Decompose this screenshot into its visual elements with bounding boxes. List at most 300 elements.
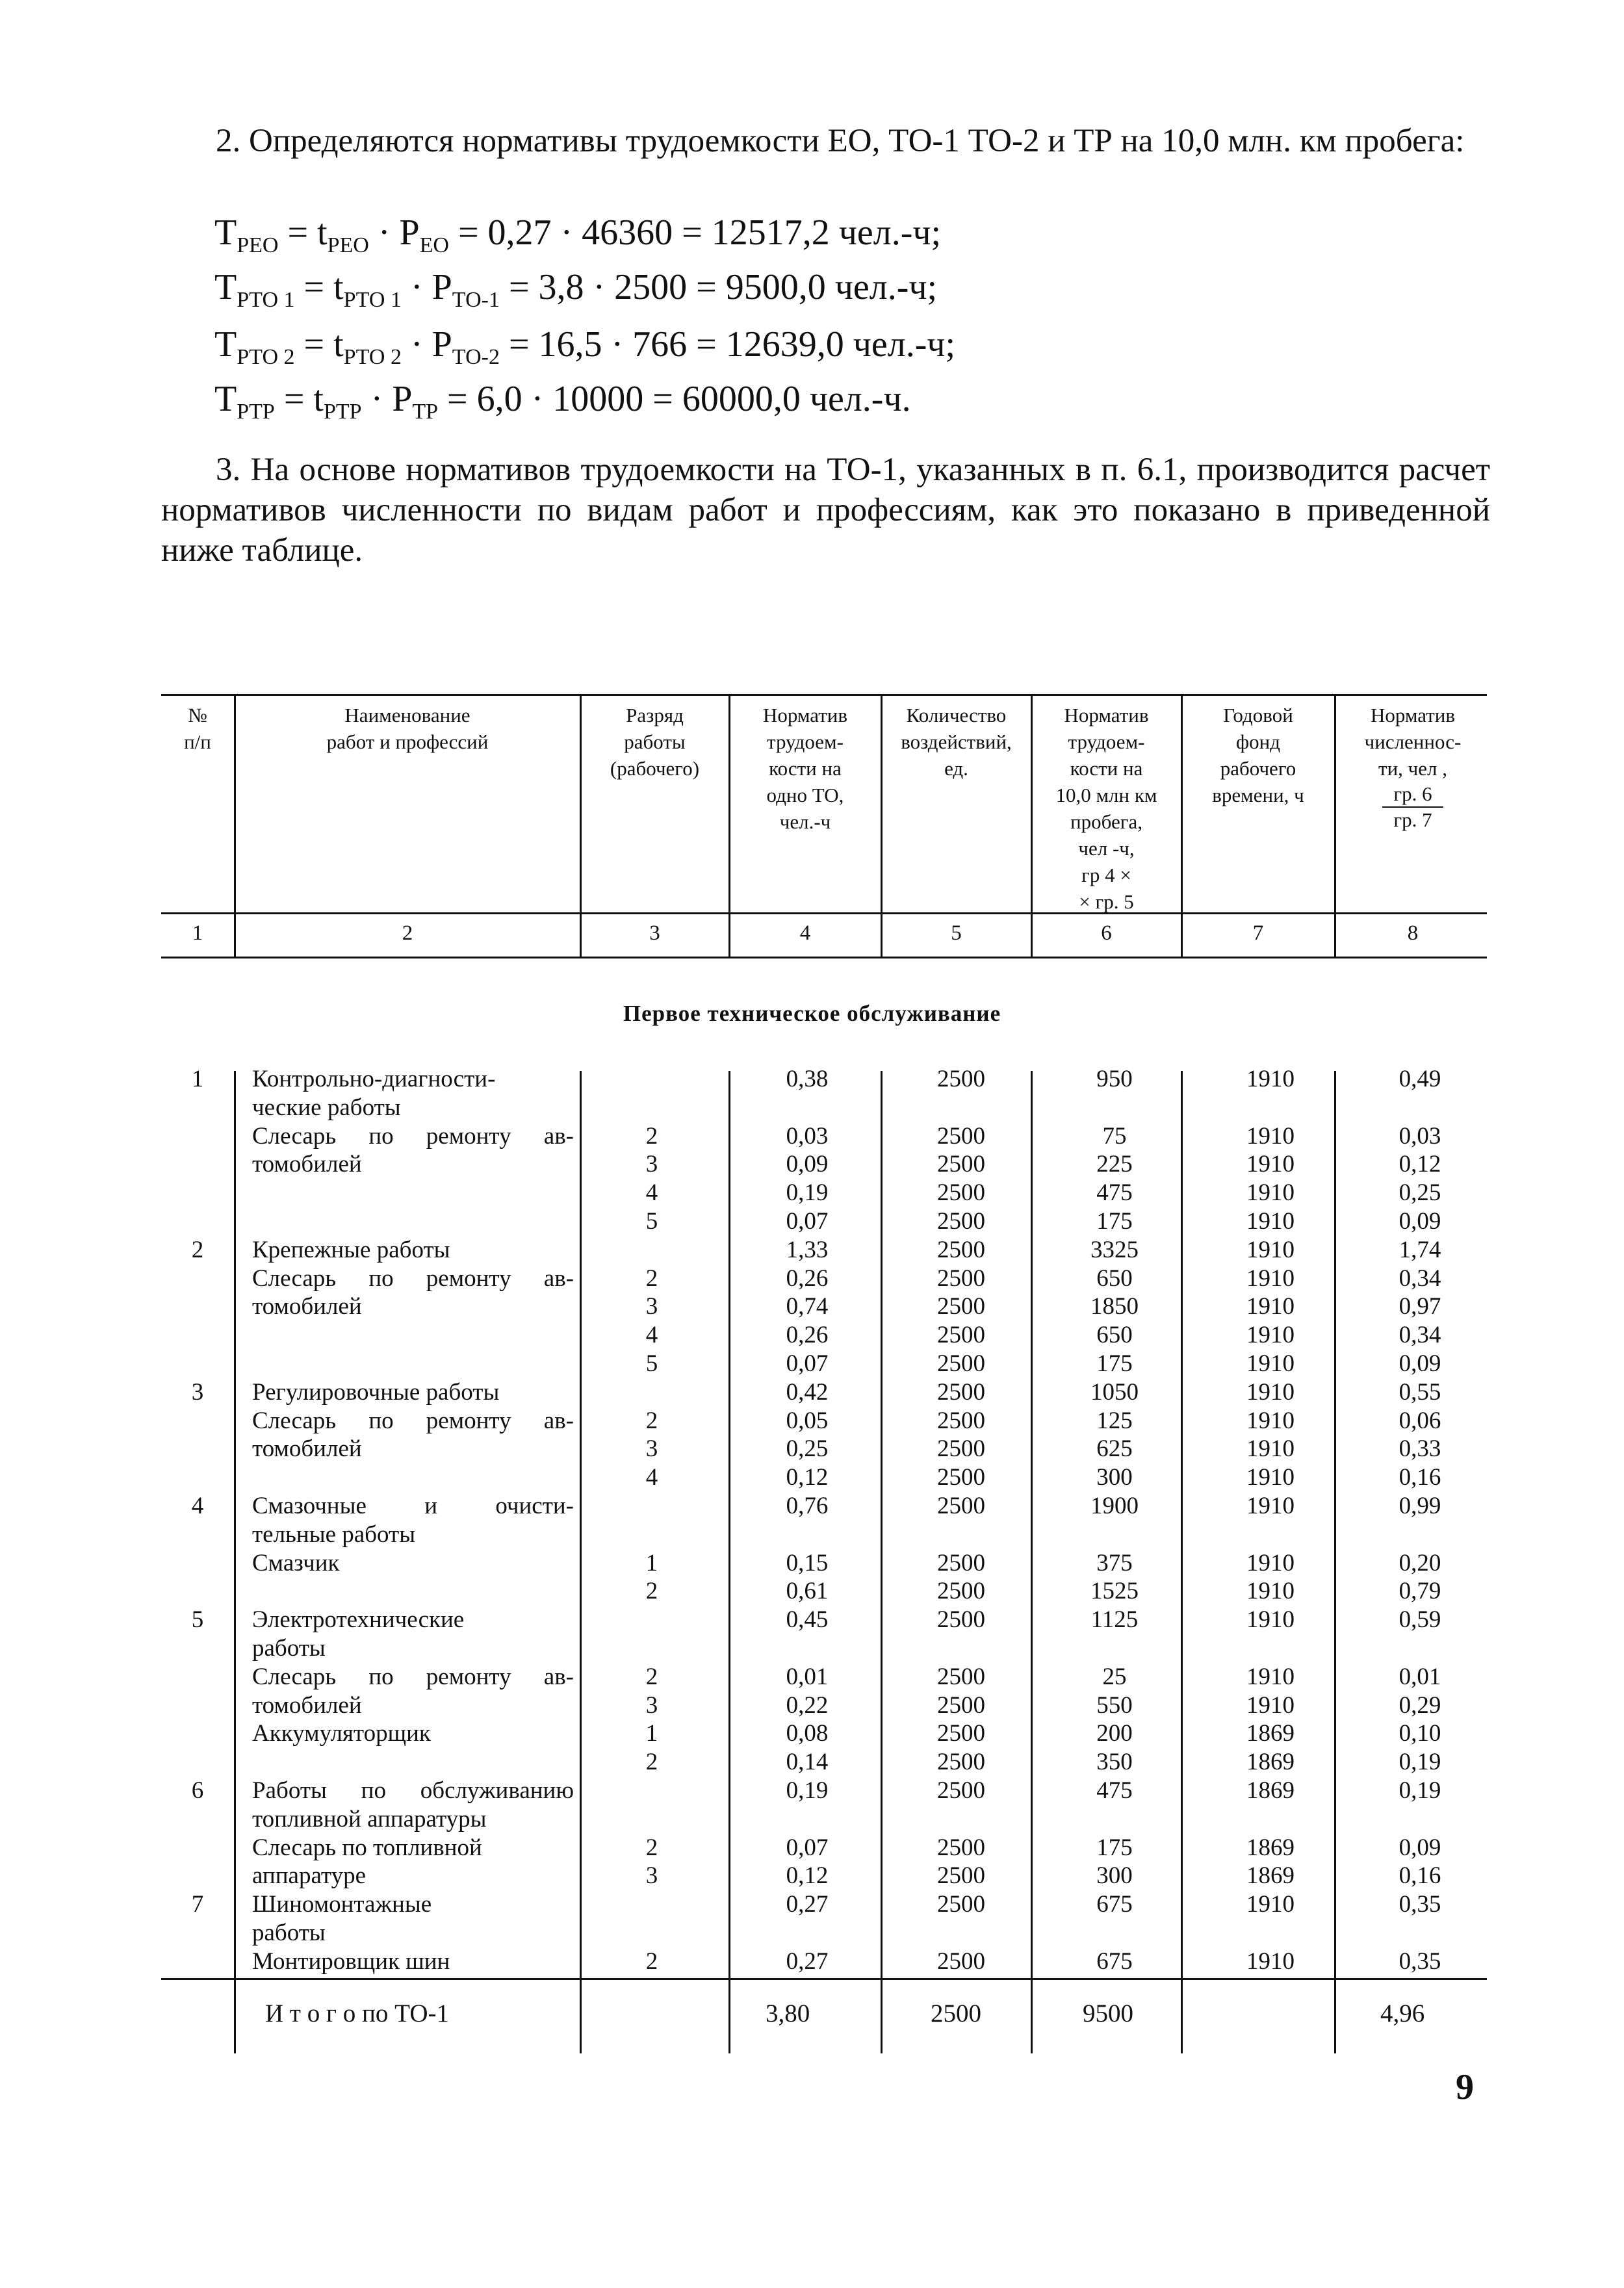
formula-mid-sub: PЕО: [327, 233, 369, 258]
table-cell: 1869: [1246, 1749, 1295, 1776]
table-cell: 1910: [1246, 1663, 1295, 1690]
table-cell: 300: [1096, 1464, 1133, 1491]
table-cell: 0,01: [1398, 1663, 1441, 1690]
table-cell: 175: [1096, 1207, 1133, 1235]
table-row: [161, 1378, 1490, 1407]
table-cell: 0,49: [1398, 1066, 1441, 1092]
table-cell: 1910: [1246, 1891, 1295, 1918]
header-line: 10,0 млн км: [1055, 784, 1157, 806]
header-line: Норматив: [1064, 704, 1149, 726]
formula-rhs-sub: ЕО: [419, 233, 449, 258]
table-row: [161, 1407, 1490, 1435]
table-cell: 0,07: [786, 1834, 829, 1861]
table-row: [161, 1947, 1490, 1976]
table-cell: 4: [645, 1464, 658, 1491]
header-cell: [1182, 702, 1334, 808]
table-cell: 2500: [937, 1179, 985, 1207]
formula-value: = 16,5 · 766 = 12639,0 чел.-ч;: [499, 324, 956, 365]
table-cell: 0,33: [1398, 1435, 1441, 1463]
table-cell: 0,19: [1398, 1749, 1441, 1776]
table-cell: 0,25: [1398, 1179, 1441, 1207]
table-cell: 2: [645, 1265, 658, 1292]
table-cell: 0,09: [1398, 1350, 1441, 1377]
header-line: времени, ч: [1212, 784, 1304, 806]
column-number: 7: [1252, 921, 1264, 945]
table-cell: 0,76: [786, 1492, 829, 1519]
table-cell: 2500: [937, 1350, 985, 1377]
table-cell: 0,15: [786, 1549, 829, 1576]
table-cell: 475: [1096, 1179, 1133, 1207]
formula-tr: [214, 378, 911, 424]
table-cell: Слесарь по ремонту ав-: [252, 1407, 574, 1434]
table-cell: Контрольно-диагности-: [252, 1066, 496, 1092]
total-c6: 9500: [1083, 1999, 1133, 2027]
header-cell: [1032, 702, 1181, 915]
header-line: кости на: [769, 757, 842, 780]
table-cell: 1,33: [786, 1236, 829, 1263]
column-numbers-rule: [161, 957, 1487, 958]
table-cell: 0,61: [786, 1578, 829, 1605]
table-cell: Слесарь по ремонту ав-: [252, 1122, 574, 1150]
table-row: [161, 1663, 1490, 1691]
table-cell: 0,16: [1398, 1464, 1441, 1491]
header-line: (рабочего): [610, 757, 700, 780]
table-cell: ческие работы: [252, 1094, 401, 1121]
table-cell: 0,27: [786, 1947, 829, 1975]
header-line: п/п: [184, 730, 211, 753]
table-row: [161, 1577, 1490, 1606]
table-row: [161, 1862, 1490, 1890]
page-number: 9: [1456, 2067, 1474, 2107]
table-cell: 1525: [1090, 1578, 1139, 1605]
table-cell: 1: [645, 1720, 658, 1747]
header-cell: [581, 702, 728, 782]
table-cell: 200: [1096, 1720, 1133, 1747]
table-cell: 0,25: [786, 1435, 829, 1463]
table-cell: 625: [1096, 1435, 1133, 1463]
table-cell: 300: [1096, 1862, 1133, 1890]
header-cell: [161, 702, 234, 755]
table-row: [161, 1805, 1490, 1834]
table-row: [161, 1065, 1490, 1094]
table-cell: 4: [645, 1179, 658, 1207]
table-row: [161, 1492, 1490, 1521]
table-cell: 2500: [937, 1492, 985, 1519]
formula-mid-sub: PТО 1: [343, 288, 402, 313]
table-cell: 175: [1096, 1834, 1133, 1861]
table-cell: 0,97: [1398, 1293, 1441, 1320]
table-cell: 2500: [937, 1691, 985, 1719]
table-cell: работы: [252, 1919, 326, 1946]
formula-rhs-sub: ТО-2: [452, 345, 500, 370]
table-cell: 0,10: [1398, 1720, 1441, 1747]
table-cell: 675: [1096, 1891, 1133, 1918]
table-cell: 1910: [1246, 1378, 1295, 1406]
table-cell: 675: [1096, 1947, 1133, 1975]
table-cell: 2500: [937, 1947, 985, 1975]
table-cell: Электротехнические: [252, 1606, 465, 1634]
table-cell: 0,07: [786, 1207, 829, 1235]
table-cell: 2: [645, 1749, 658, 1776]
table-cell: 1910: [1246, 1066, 1295, 1092]
table-cell: 650: [1096, 1322, 1133, 1349]
table-cell: 5: [645, 1207, 658, 1235]
formula-lhs: T: [214, 212, 237, 253]
table-cell: 1910: [1246, 1265, 1295, 1292]
table-cell: 0,26: [786, 1265, 829, 1292]
table-cell: томобилей: [252, 1151, 362, 1178]
table-cell: 3: [645, 1862, 658, 1890]
table-row: [161, 1179, 1490, 1207]
table-cell: 75: [1102, 1122, 1127, 1150]
table-cell: 0,42: [786, 1378, 829, 1406]
formula-eq1: = t: [278, 212, 328, 253]
formula-eq1: = t: [294, 267, 344, 307]
table-cell: 0,12: [786, 1862, 829, 1890]
table-cell: 25: [1102, 1663, 1127, 1690]
table-top-rule: [161, 694, 1487, 696]
table-cell: тельные работы: [252, 1521, 416, 1548]
table-row: [161, 1463, 1490, 1492]
table-cell: 2500: [937, 1151, 985, 1178]
header-line: трудоем-: [767, 730, 844, 753]
table-cell: 1: [645, 1549, 658, 1576]
table-cell: 7: [191, 1891, 204, 1918]
table-cell: 0,20: [1398, 1549, 1441, 1576]
table-cell: 1910: [1246, 1691, 1295, 1719]
table-cell: 5: [191, 1606, 204, 1634]
table-row: [161, 1719, 1490, 1748]
header-rule: [161, 912, 1487, 914]
formula-lhs-sub: PТР: [237, 400, 275, 424]
column-number: 5: [951, 921, 962, 945]
table-cell: работы: [252, 1634, 326, 1662]
table-cell: 0,79: [1398, 1578, 1441, 1605]
table-cell: 1125: [1090, 1606, 1139, 1634]
formula-lhs: T: [214, 379, 237, 419]
column-number: 2: [402, 921, 413, 945]
formula-value: = 3,8 · 2500 = 9500,0 чел.-ч;: [499, 267, 938, 307]
table-cell: 4: [645, 1322, 658, 1349]
formula-mid-sub: PТР: [323, 400, 362, 424]
table-row: [161, 1265, 1490, 1293]
table-cell: 3: [191, 1378, 204, 1406]
table-cell: 0,05: [786, 1407, 829, 1434]
table-cell: 375: [1096, 1549, 1133, 1576]
table-row: [161, 1634, 1490, 1663]
header-line: ед.: [944, 757, 968, 780]
formula-rhs: · P: [401, 267, 452, 307]
header-line: чел.-ч: [779, 810, 831, 833]
table-cell: Слесарь по ремонту ав-: [252, 1265, 574, 1292]
table-cell: 950: [1096, 1066, 1133, 1092]
table-cell: 2500: [937, 1578, 985, 1605]
table-cell: 1910: [1246, 1407, 1295, 1434]
table-cell: 475: [1096, 1777, 1133, 1804]
table-cell: Смазочные и очисти-: [252, 1492, 574, 1519]
formula-lhs: T: [214, 324, 237, 365]
header-cell: [1335, 702, 1490, 832]
table-cell: 175: [1096, 1350, 1133, 1377]
table-cell: 0,35: [1398, 1891, 1441, 1918]
table-cell: 2500: [937, 1663, 985, 1690]
table-cell: томобилей: [252, 1691, 362, 1719]
table-cell: 2500: [937, 1891, 985, 1918]
formula-rhs: · P: [368, 212, 420, 253]
table-cell: 1,74: [1398, 1236, 1441, 1263]
table-cell: 1910: [1246, 1578, 1295, 1605]
table-cell: 3: [645, 1151, 658, 1178]
table-cell: 0,26: [786, 1322, 829, 1349]
header-line: Годовой: [1223, 704, 1293, 726]
header-line: трудоем-: [1068, 730, 1145, 753]
formula-lhs-sub: PТО 2: [237, 345, 295, 370]
table-cell: 2500: [937, 1407, 985, 1434]
table-cell: 5: [645, 1350, 658, 1377]
table-cell: 125: [1096, 1407, 1133, 1434]
table-cell: 0,09: [1398, 1834, 1441, 1861]
table-cell: томобилей: [252, 1293, 362, 1320]
table-cell: 0,09: [1398, 1207, 1441, 1235]
section-title: Первое техническое обслуживание: [623, 1001, 1001, 1026]
header-line: Количество: [906, 704, 1007, 726]
table-row: [161, 1350, 1490, 1378]
table-cell: 0,03: [1398, 1122, 1441, 1150]
table-cell: 0,01: [786, 1663, 829, 1690]
table-cell: 0,14: [786, 1749, 829, 1776]
column-number: 4: [799, 921, 811, 945]
table-cell: 4: [191, 1492, 204, 1519]
body-bottom-rule: [161, 1978, 1487, 1980]
table-cell: 0,19: [786, 1777, 829, 1804]
table-cell: 2500: [937, 1378, 985, 1406]
table-cell: 0,55: [1398, 1378, 1441, 1406]
table-row: [161, 1521, 1490, 1549]
header-cell: [235, 702, 580, 755]
table-cell: 2: [645, 1407, 658, 1434]
table-row: [161, 1236, 1490, 1265]
table-cell: 1850: [1090, 1293, 1139, 1320]
table-cell: 1910: [1246, 1179, 1295, 1207]
table-cell: Слесарь по топливной: [252, 1834, 482, 1861]
table-cell: 3: [645, 1293, 658, 1320]
total-c4: 3,80: [766, 1999, 810, 2027]
total-c8: 4,96: [1380, 1999, 1425, 2027]
table-row: [161, 1122, 1490, 1151]
header-line: работ и профессий: [326, 730, 489, 753]
table-cell: 1900: [1090, 1492, 1139, 1519]
formula-eq1: = t: [274, 379, 324, 419]
table-cell: 0,59: [1398, 1606, 1441, 1634]
formula-lhs-sub: PЕО: [237, 233, 279, 258]
header-line: Наименование: [344, 704, 470, 726]
table-cell: 225: [1096, 1151, 1133, 1178]
table-cell: 1869: [1246, 1862, 1295, 1890]
table-cell: 1869: [1246, 1720, 1295, 1747]
header-line: Норматив: [1370, 704, 1456, 726]
header-line: Норматив: [762, 704, 848, 726]
table-cell: 350: [1096, 1749, 1133, 1776]
table-cell: 1869: [1246, 1834, 1295, 1861]
table-row: [161, 1435, 1490, 1463]
header-line: одно ТО,: [766, 784, 844, 806]
table-row: [161, 1919, 1490, 1947]
table-cell: 2: [645, 1834, 658, 1861]
table-cell: 2500: [937, 1066, 985, 1092]
table-cell: 650: [1096, 1265, 1133, 1292]
table-cell: 3325: [1090, 1236, 1139, 1263]
table-cell: 2500: [937, 1606, 985, 1634]
table-cell: 0,19: [786, 1179, 829, 1207]
table-row: [161, 1777, 1490, 1805]
table-cell: Смазчик: [252, 1549, 340, 1576]
table-cell: 3: [645, 1435, 658, 1463]
header-line: рабочего: [1220, 757, 1296, 780]
table-cell: 1910: [1246, 1122, 1295, 1150]
table-row: [161, 1321, 1490, 1350]
table-cell: 0,38: [786, 1066, 829, 1092]
table-body: [161, 1065, 1490, 1976]
table-cell: 2: [645, 1578, 658, 1605]
table-row: [161, 1691, 1490, 1720]
table-cell: 1910: [1246, 1606, 1295, 1634]
header-line: × гр. 5: [1079, 890, 1134, 913]
table-cell: 3: [645, 1691, 658, 1719]
table-cell: 0,19: [1398, 1777, 1441, 1804]
table-cell: 0,74: [786, 1293, 829, 1320]
formula-eq1: = t: [294, 324, 344, 365]
paragraph-3: 3. На основе нормативов трудоемкости на ТО-1, указанных в п. 6.1, производится расчет нормативов численности по видам работ и профессиям, как это показано в приведенной ниже таблице.: [161, 452, 1490, 569]
formula-rhs: · P: [361, 379, 413, 419]
formula-eo: [214, 212, 941, 258]
total-label: И т о г о по ТО-1: [265, 1999, 450, 2027]
table-cell: 0,22: [786, 1691, 829, 1719]
column-number: 3: [649, 921, 660, 945]
table-cell: 0,12: [786, 1464, 829, 1491]
table-cell: 2500: [937, 1720, 985, 1747]
table-cell: 1: [191, 1066, 204, 1092]
table-row: [161, 1834, 1490, 1862]
table-cell: 2500: [937, 1207, 985, 1235]
table-cell: Шиномонтажные: [252, 1891, 432, 1918]
table-cell: 0,29: [1398, 1691, 1441, 1719]
table-row: [161, 1606, 1490, 1634]
formula-value: = 0,27 · 46360 = 12517,2 чел.-ч;: [448, 212, 942, 253]
fraction-numerator: гр. 6: [1382, 782, 1443, 808]
table-cell: 0,27: [786, 1891, 829, 1918]
table-cell: 2: [191, 1236, 204, 1263]
table-cell: 1910: [1246, 1322, 1295, 1349]
table-cell: 2500: [937, 1549, 985, 1576]
table-cell: 2500: [937, 1834, 985, 1861]
table-cell: 1910: [1246, 1492, 1295, 1519]
table-cell: 1910: [1246, 1151, 1295, 1178]
table-cell: Регулировочные работы: [252, 1378, 500, 1406]
table-cell: 1910: [1246, 1350, 1295, 1377]
column-number: 1: [192, 921, 203, 945]
table-cell: 0,34: [1398, 1265, 1441, 1292]
header-line: пробега,: [1070, 810, 1142, 833]
table-row: [161, 1094, 1490, 1122]
table-cell: 1910: [1246, 1947, 1295, 1975]
table-cell: 0,35: [1398, 1947, 1441, 1975]
table-cell: 1050: [1090, 1378, 1139, 1406]
table-cell: 2500: [937, 1435, 985, 1463]
header-line: численнос-: [1364, 730, 1462, 753]
formula-mid-sub: PТО 2: [343, 345, 402, 370]
table-cell: 1869: [1246, 1777, 1295, 1804]
table-cell: 0,16: [1398, 1862, 1441, 1890]
formula-rhs-sub: ТО-1: [452, 288, 500, 313]
formula-lhs-sub: PТО 1: [237, 288, 295, 313]
table-row: [161, 1890, 1490, 1919]
formula-value: = 6,0 · 10000 = 60000,0 чел.-ч.: [438, 379, 911, 419]
table-cell: 1910: [1246, 1293, 1295, 1320]
table-cell: 550: [1096, 1691, 1133, 1719]
table-cell: 2500: [937, 1236, 985, 1263]
table-row: [161, 1748, 1490, 1777]
table-cell: 2500: [937, 1265, 985, 1292]
table-cell: 0,06: [1398, 1407, 1441, 1434]
table-cell: Работы по обслуживанию: [252, 1777, 574, 1804]
table-cell: 0,12: [1398, 1151, 1441, 1178]
table-cell: 2500: [937, 1862, 985, 1890]
table-cell: 0,03: [786, 1122, 829, 1150]
table-cell: 2500: [937, 1749, 985, 1776]
table-cell: 0,07: [786, 1350, 829, 1377]
table-cell: 1910: [1246, 1236, 1295, 1263]
formula-rhs: · P: [401, 324, 452, 365]
table-row: [161, 1150, 1490, 1179]
header-line: работы: [624, 730, 686, 753]
table-cell: 2: [645, 1663, 658, 1690]
total-c5: 2500: [931, 1999, 981, 2027]
table-cell: 2: [645, 1122, 658, 1150]
table-cell: аппаратуре: [252, 1862, 367, 1890]
table-cell: Крепежные работы: [252, 1236, 450, 1263]
header-line: №: [188, 704, 207, 726]
header-line: фонд: [1236, 730, 1280, 753]
header-line: гр 4 ×: [1081, 864, 1131, 886]
table-row: [161, 1292, 1490, 1321]
table-cell: 0,34: [1398, 1322, 1441, 1349]
table-cell: 2500: [937, 1464, 985, 1491]
table-row: [161, 1549, 1490, 1578]
table-cell: 2500: [937, 1322, 985, 1349]
table-cell: 0,45: [786, 1606, 829, 1634]
table-cell: 2500: [937, 1122, 985, 1150]
header-cell: [882, 702, 1031, 782]
formula-rhs-sub: ТР: [412, 400, 439, 424]
table-cell: Аккумуляторщик: [252, 1720, 431, 1747]
table-cell: 6: [191, 1777, 204, 1804]
fraction-denominator: гр. 7: [1393, 808, 1432, 831]
header-line: кости на: [1070, 757, 1143, 780]
table-cell: 2500: [937, 1293, 985, 1320]
table-cell: 0,09: [786, 1151, 829, 1178]
table-cell: 2: [645, 1947, 658, 1975]
table-cell: 0,08: [786, 1720, 829, 1747]
column-number: 8: [1407, 921, 1419, 945]
table-cell: Слесарь по ремонту ав-: [252, 1663, 574, 1690]
table-cell: 1910: [1246, 1464, 1295, 1491]
header-line: ти, чел ,: [1378, 757, 1447, 780]
table-cell: топливной аппаратуры: [252, 1805, 487, 1832]
header-cell: [730, 702, 881, 835]
formula-lhs: T: [214, 267, 237, 307]
table-cell: 1910: [1246, 1435, 1295, 1463]
header-line: воздействий,: [901, 730, 1012, 753]
